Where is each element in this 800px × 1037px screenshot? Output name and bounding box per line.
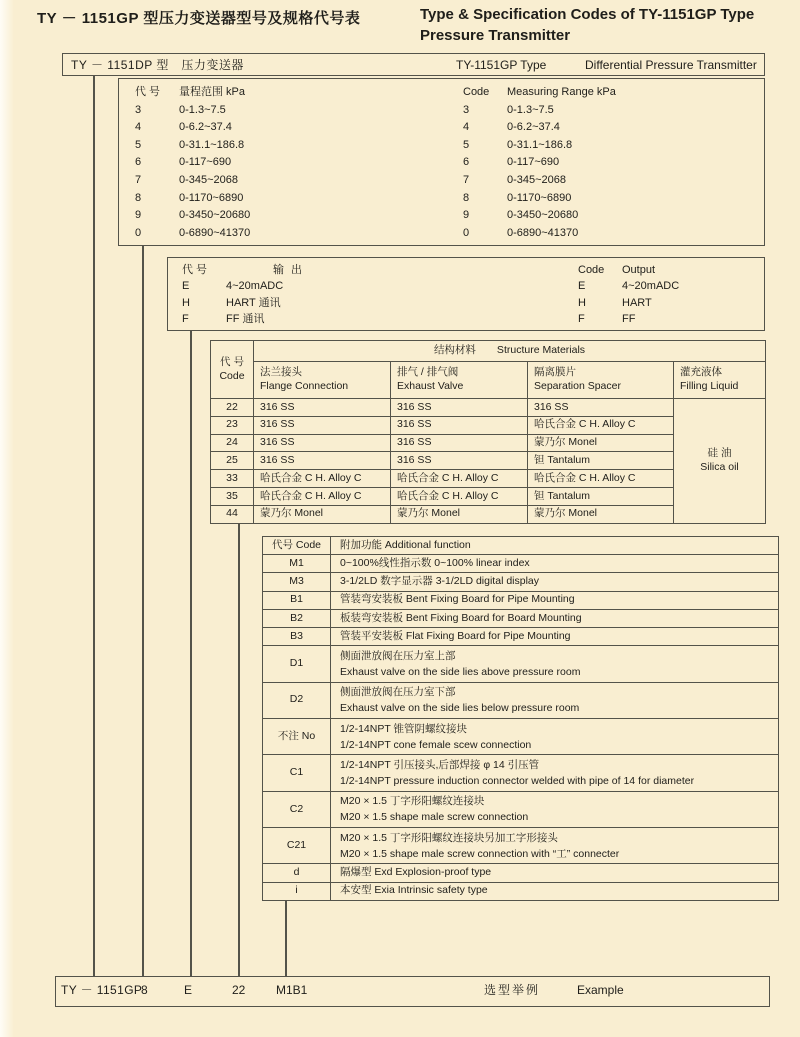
range-code: 7: [463, 173, 470, 186]
range-value: 0-3450~20680: [507, 209, 579, 222]
output-header-code-zh: 代 号: [182, 264, 208, 276]
materials-col-flange-header: [254, 362, 391, 399]
function-desc-en: M20 × 1.5 shape male screw connection with “工” connecter: [340, 847, 620, 860]
example-output-code: E: [184, 983, 193, 997]
function-desc-en: 1/2-14NPT cone female scew connection: [340, 738, 532, 751]
range-value: 0-31.1~186.8: [179, 138, 245, 151]
function-desc-zh: 1/2-14NPT 锥管阴螺纹接块: [340, 722, 467, 735]
connector-line-type: [93, 75, 95, 977]
function-code: B1: [263, 591, 331, 609]
output-header-code-en: Code: [578, 264, 605, 276]
materials-cell-spacer: 哈氏合金 C H. Alloy C: [528, 416, 674, 434]
page-title-english-line2: Pressure Transmitter: [420, 27, 571, 44]
materials-col-filling-en: Filling Liquid: [680, 380, 739, 392]
function-code: C2: [263, 791, 331, 827]
materials-cell-flange: 316 SS: [254, 434, 391, 452]
function-row: [263, 828, 779, 864]
range-value: 0-117~690: [179, 156, 232, 169]
function-row: [263, 718, 779, 754]
function-row: [263, 573, 779, 591]
additional-functions-table: [262, 536, 779, 901]
filling-liquid-en: Silica oil: [700, 460, 739, 473]
range-value: 0-345~2068: [507, 173, 567, 186]
output-value: FF: [622, 313, 636, 326]
materials-cell-exhaust: 316 SS: [391, 434, 528, 452]
measuring-range-table: [118, 78, 765, 246]
range-value: 0-6.2~37.4: [179, 121, 232, 134]
materials-row-code: 24: [211, 434, 254, 452]
range-value: 0-1.3~7.5: [179, 103, 226, 116]
range-code: 7: [135, 173, 142, 186]
materials-cell-exhaust: 316 SS: [391, 399, 528, 417]
function-code: M3: [263, 573, 331, 591]
materials-col-exhaust-header: [391, 362, 528, 399]
function-desc: [331, 791, 779, 827]
function-desc: [331, 682, 779, 718]
materials-col-exhaust-en: Exhaust Valve: [397, 380, 464, 392]
output-header-out-en: Output: [622, 264, 656, 276]
function-desc-en: Exhaust valve on the side lies below pressure room: [340, 702, 580, 715]
materials-cell-spacer: 蒙乃尔 Monel: [528, 505, 674, 523]
materials-cell-exhaust: 蒙乃尔 Monel: [391, 505, 528, 523]
function-code: C21: [263, 828, 331, 864]
function-desc: [331, 755, 779, 791]
function-desc-en: M20 × 1.5 shape male screw connection: [340, 811, 529, 824]
function-desc: 0~100%线性指示数 0~100% linear index: [331, 555, 779, 573]
filling-liquid-zh: 硅 油: [707, 447, 732, 460]
function-row: [263, 555, 779, 573]
materials-cell-spacer: 哈氏合金 C H. Alloy C: [528, 470, 674, 488]
range-code: 5: [135, 138, 142, 151]
range-code: 3: [463, 103, 470, 116]
output-code: F: [578, 313, 585, 326]
function-code: i: [263, 882, 331, 900]
output-code: E: [578, 280, 586, 293]
function-desc: 3-1/2LD 数字显示器 3-1/2LD digital display: [331, 573, 779, 591]
range-value: 0-3450~20680: [179, 209, 251, 222]
range-value: 0-1170~6890: [507, 191, 572, 204]
function-desc-zh: 侧面泄放阀在压力室上部: [340, 649, 456, 662]
function-row: [263, 864, 779, 882]
function-row: [263, 882, 779, 900]
materials-code-header: [211, 341, 254, 399]
materials-col-flange-en: Flange Connection: [260, 380, 349, 392]
materials-cell-flange: 哈氏合金 C H. Alloy C: [254, 470, 391, 488]
functions-code-header: 代号 Code: [263, 537, 331, 555]
range-code: 5: [463, 138, 470, 151]
materials-row-code: 25: [211, 452, 254, 470]
materials-cell-flange: 蒙乃尔 Monel: [254, 505, 391, 523]
range-value: 0-1.3~7.5: [507, 103, 554, 116]
function-row: [263, 682, 779, 718]
output-table: [167, 257, 765, 331]
range-header-code-zh: 代 号: [135, 86, 161, 98]
output-value: FF 通讯: [226, 313, 265, 326]
example-box: [55, 976, 770, 1007]
range-code: 4: [135, 121, 142, 134]
range-code: 0: [135, 226, 142, 239]
materials-row-code: 22: [211, 399, 254, 417]
structure-materials-table: [210, 340, 766, 524]
example-label-zh: 选型举例: [484, 983, 541, 997]
materials-row-code: 44: [211, 505, 254, 523]
function-desc: [331, 646, 779, 682]
range-code: 6: [135, 156, 142, 169]
function-row: [263, 791, 779, 827]
materials-row-code: 35: [211, 487, 254, 505]
type-box: [62, 53, 765, 76]
output-code: H: [578, 296, 586, 309]
function-desc: [331, 718, 779, 754]
page-title-chinese: TY － 1151GP 型压力变送器型号及规格代号表: [37, 10, 361, 27]
function-desc: 本安型 Exia Intrinsic safety type: [331, 882, 779, 900]
function-desc: [331, 828, 779, 864]
materials-cell-spacer: 钽 Tantalum: [528, 452, 674, 470]
function-desc-zh: 侧面泄放阀在压力室下部: [340, 686, 456, 699]
range-code: 6: [463, 156, 470, 169]
example-label-en: Example: [577, 983, 624, 997]
function-desc: 管装弯安装板 Bent Fixing Board for Pipe Mounting: [331, 591, 779, 609]
materials-row-code: 33: [211, 470, 254, 488]
function-desc: 管装平安装板 Flat Fixing Board for Pipe Mounting: [331, 627, 779, 645]
example-range-code: 8: [141, 983, 148, 997]
function-row: [263, 627, 779, 645]
range-code: 9: [463, 209, 470, 222]
materials-col-spacer-en: Separation Spacer: [534, 380, 621, 392]
materials-cell-exhaust: 316 SS: [391, 452, 528, 470]
materials-col-flange-zh: 法兰接头: [260, 366, 302, 379]
materials-code-header-zh: 代 号: [220, 355, 244, 368]
type-label-chinese: TY － 1151DP 型 压力变送器: [71, 58, 244, 72]
range-header-range-zh: 量程范围 kPa: [179, 86, 246, 98]
range-code: 4: [463, 121, 470, 134]
materials-group-header: 结构材料 Structure Materials: [254, 341, 766, 362]
function-row: [263, 591, 779, 609]
range-header-range-en: Measuring Range kPa: [507, 86, 616, 98]
connector-line-output: [190, 330, 192, 977]
materials-cell-flange: 316 SS: [254, 452, 391, 470]
type-label-english: TY-1151GP Type: [456, 58, 547, 72]
function-desc-zh: M20 × 1.5 丁字形阳螺纹连接块: [340, 795, 485, 808]
function-code: B3: [263, 627, 331, 645]
materials-cell-spacer: 钽 Tantalum: [528, 487, 674, 505]
page-title-english-line1: Type & Specification Codes of TY-1151GP Type: [420, 6, 755, 23]
range-value: 0-6890~41370: [507, 226, 579, 239]
materials-col-filling-zh: 灌充液体: [680, 366, 722, 379]
range-value: 0-1170~6890: [179, 191, 244, 204]
output-chinese: [182, 262, 502, 328]
range-value: 0-31.1~186.8: [507, 138, 573, 151]
materials-cell-flange: 哈氏合金 C H. Alloy C: [254, 487, 391, 505]
function-desc-zh: 1/2-14NPT 引压接头,后部焊接 φ 14 引压管: [340, 758, 540, 771]
function-row: [263, 646, 779, 682]
function-desc-zh: M20 × 1.5 丁字形阳螺纹连接块另加工字形接头: [340, 831, 558, 844]
materials-cell-spacer: 316 SS: [528, 399, 674, 417]
materials-code-header-en: Code: [219, 369, 245, 382]
output-value: HART 通讯: [226, 296, 281, 309]
connector-line-range: [142, 245, 144, 977]
connector-line-materials: [238, 524, 240, 977]
page-edge-highlight: [0, 0, 14, 1037]
materials-cell-spacer: 蒙乃尔 Monel: [528, 434, 674, 452]
output-code: E: [182, 280, 190, 293]
output-english: [578, 262, 758, 328]
measuring-range-english: [463, 84, 753, 242]
output-value: 4~20mADC: [226, 280, 284, 293]
range-value: 0-6890~41370: [179, 226, 251, 239]
range-code: 8: [463, 191, 470, 204]
range-value: 0-345~2068: [179, 173, 239, 186]
function-desc: 隔爆型 Exd Explosion-proof type: [331, 864, 779, 882]
materials-col-exhaust-zh: 排气 / 排气阀: [397, 366, 459, 379]
materials-cell-flange: 316 SS: [254, 416, 391, 434]
range-code: 0: [463, 226, 470, 239]
function-desc: 板装弯安装板 Bent Fixing Board for Board Mounting: [331, 609, 779, 627]
materials-col-spacer-zh: 隔离膜片: [534, 366, 576, 379]
output-code: H: [182, 296, 190, 309]
range-code: 8: [135, 191, 142, 204]
function-code: M1: [263, 555, 331, 573]
range-value: 0-117~690: [507, 156, 560, 169]
function-code: 不注 No: [263, 718, 331, 754]
function-desc-en: 1/2-14NPT pressure induction connector welded with pipe of 14 for diameter: [340, 774, 695, 787]
function-code: C1: [263, 755, 331, 791]
functions-desc-header: 附加功能 Additional function: [331, 537, 779, 555]
materials-row-code: 23: [211, 416, 254, 434]
measuring-range-chinese: [135, 84, 435, 242]
function-row: [263, 755, 779, 791]
materials-row: [211, 399, 766, 417]
function-code: D2: [263, 682, 331, 718]
page-title-english: [420, 4, 780, 46]
function-desc-en: Exhaust valve on the side lies above pressure room: [340, 665, 581, 678]
example-material-code: 22: [232, 983, 246, 997]
function-code: D1: [263, 646, 331, 682]
materials-cell-exhaust: 哈氏合金 C H. Alloy C: [391, 487, 528, 505]
materials-col-filling-header: [674, 362, 766, 399]
example-model: TY － 1151GP: [61, 983, 143, 997]
example-function-code: M1B1: [276, 983, 308, 997]
materials-col-spacer-header: [528, 362, 674, 399]
materials-filling-cell: [674, 399, 766, 524]
output-value: HART: [622, 296, 652, 309]
output-code: F: [182, 313, 189, 326]
function-code: B2: [263, 609, 331, 627]
materials-cell-exhaust: 哈氏合金 C H. Alloy C: [391, 470, 528, 488]
materials-cell-exhaust: 316 SS: [391, 416, 528, 434]
function-row: [263, 609, 779, 627]
range-code: 3: [135, 103, 142, 116]
range-code: 9: [135, 209, 142, 222]
connector-line-functions: [285, 897, 287, 977]
output-value: 4~20mADC: [622, 280, 680, 293]
range-header-code-en: Code: [463, 86, 490, 98]
range-value: 0-6.2~37.4: [507, 121, 560, 134]
materials-cell-flange: 316 SS: [254, 399, 391, 417]
output-header-out-zh: 输 出: [273, 264, 305, 276]
function-code: d: [263, 864, 331, 882]
type-description-english: Differential Pressure Transmitter: [585, 58, 757, 72]
